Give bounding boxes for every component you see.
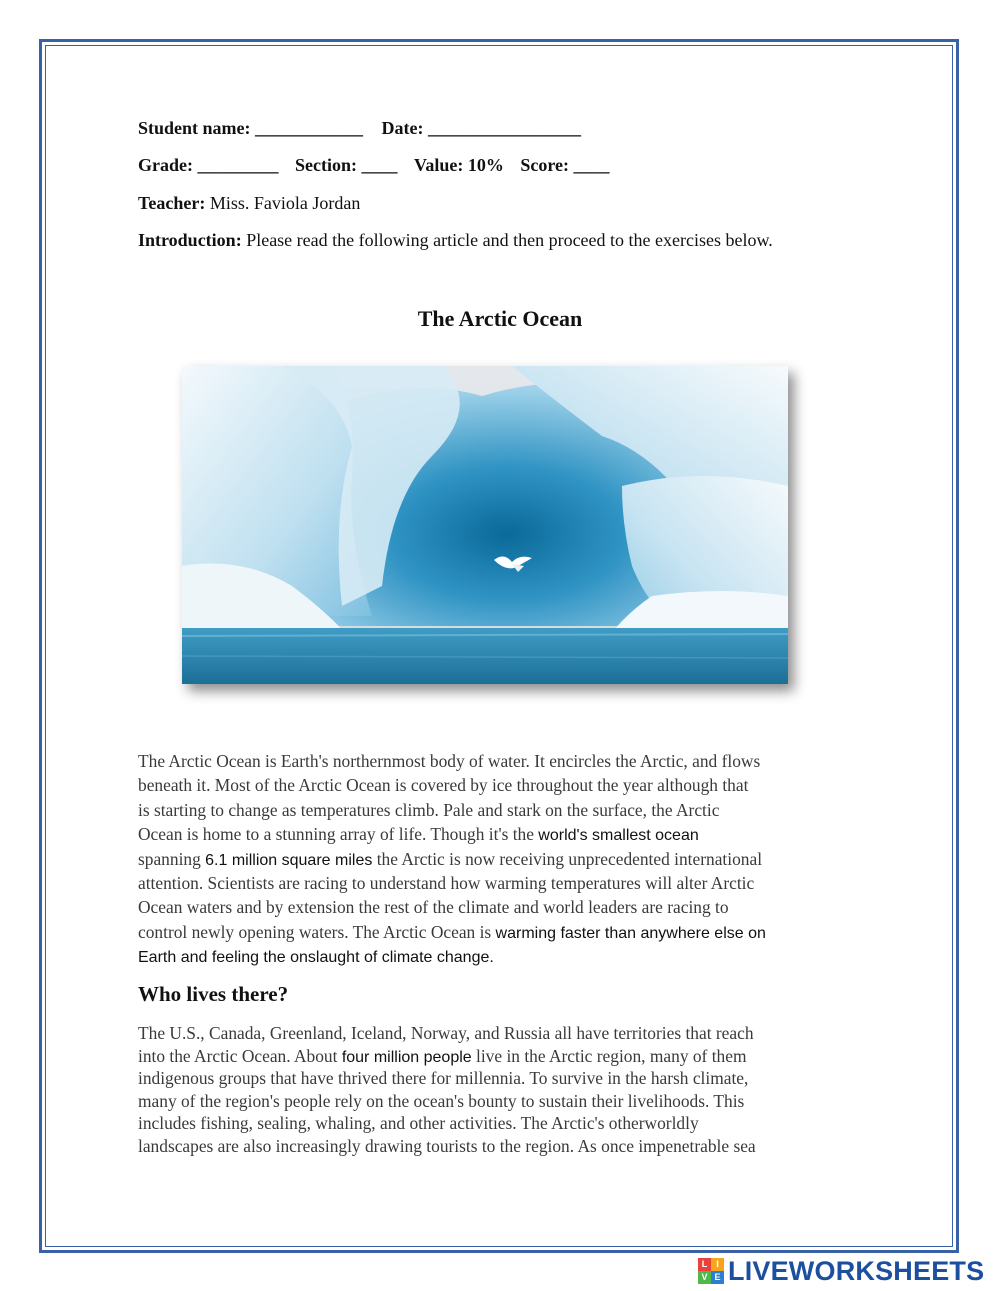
intro-label: Introduction: (138, 230, 242, 250)
student-name-blank[interactable]: ____________ (255, 118, 364, 138)
text-segment: The Arctic Ocean is Earth's northernmost body of water. It encircles the Arctic, and flows (138, 751, 761, 771)
intro-text: Please read the following article and then proceed to the exercises below. (246, 230, 773, 250)
highlighted-phrase: four million people (341, 1048, 472, 1066)
paragraph-line (138, 824, 699, 845)
paragraph-line (138, 800, 719, 821)
grade-blank[interactable]: _________ (197, 155, 279, 175)
paragraph-line (138, 873, 754, 894)
text-segment: control newly opening waters. The Arctic Ocean is (138, 921, 496, 942)
text-segment: many of the region's people rely on the ocean's bounty to sustain their livelihoods. This (138, 1090, 745, 1111)
paragraph-line (138, 1113, 699, 1134)
logo-letter: I (711, 1258, 724, 1271)
paragraph-line (138, 775, 748, 796)
text-segment: Ocean is home to a stunning array of life. Though it's the (138, 824, 539, 845)
highlighted-phrase: 6.1 million square miles (205, 851, 373, 869)
paragraph-line (138, 897, 729, 918)
text-segment: attention. Scientists are racing to understand how warming temperatures will alter Arctic (138, 873, 755, 893)
text-segment: spanning (138, 848, 206, 869)
grade-label: Grade: (138, 155, 193, 175)
section-blank[interactable]: ____ (361, 155, 398, 175)
text-segment: landscapes are also increasingly drawing tourists to the region. As once impenetrable sea (138, 1136, 756, 1156)
highlighted-phrase: Earth (138, 949, 177, 967)
highlighted-phrase: world's smallest ocean (538, 827, 699, 845)
student-name-row (138, 118, 581, 139)
section-label: Section: (294, 155, 357, 175)
score-blank[interactable]: ____ (573, 155, 610, 175)
paragraph-line (138, 1046, 746, 1067)
date-blank[interactable]: _________________ (428, 118, 581, 138)
text-segment: live in the Arctic region, many of them (471, 1045, 747, 1066)
score-label: Score: (520, 155, 569, 175)
article-title: The Arctic Ocean (417, 306, 583, 331)
text-segment: beneath it. Most of the Arctic Ocean is covered by ice throughout the year although that (138, 775, 749, 796)
text-segment: the Arctic is now receiving unprecedented international (372, 848, 763, 869)
grade-row (138, 155, 609, 176)
teacher-label: Teacher: (138, 193, 206, 213)
highlighted-phrase: warming faster than anywhere else on (495, 924, 766, 942)
highlighted-phrase: and feeling the onslaught of climate change. (176, 949, 494, 967)
paragraph-line (138, 946, 494, 967)
text-segment: Ocean waters and by extension the rest of the climate and world leaders are racing to (138, 897, 729, 918)
teacher-row (138, 193, 360, 214)
text-segment: is starting to change as temperatures climb. Pale and stark on the surface, the Arctic (138, 799, 720, 820)
who-lives-there-heading: Who lives there? (138, 982, 289, 1006)
date-label: Date: (381, 118, 424, 138)
logo-letter: V (698, 1271, 711, 1284)
intro-row (138, 230, 773, 251)
logo-letter: E (711, 1271, 724, 1284)
text-segment: indigenous groups that have thrived there for millennia. To survive in the harsh climate, (138, 1068, 749, 1089)
paragraph-line (138, 1023, 754, 1044)
student-name-label: Student name: (138, 118, 251, 138)
value-label: Value: 10% (413, 155, 504, 175)
teacher-name: Miss. Faviola Jordan (209, 193, 361, 213)
text-segment: into the Arctic Ocean. About (138, 1045, 342, 1066)
paragraph-line (138, 1068, 748, 1089)
arctic-ice-cave-photo (182, 366, 788, 684)
logo-text: LIVEWORKSHEETS (728, 1255, 985, 1286)
paragraph-line (138, 751, 760, 772)
logo-cubes-icon (698, 1258, 724, 1284)
liveworksheets-logo (698, 1256, 984, 1286)
paragraph-line (138, 1091, 744, 1112)
text-segment: The U.S., Canada, Greenland, Iceland, Norway, and Russia all have territories that reach (138, 1023, 754, 1043)
text-segment: includes fishing, sealing, whaling, and other activities. The Arctic's otherworldly (138, 1113, 699, 1134)
logo-letter: L (698, 1258, 711, 1271)
paragraph-line (138, 922, 766, 943)
paragraph-line (138, 1136, 756, 1157)
paragraph-line (138, 849, 762, 870)
